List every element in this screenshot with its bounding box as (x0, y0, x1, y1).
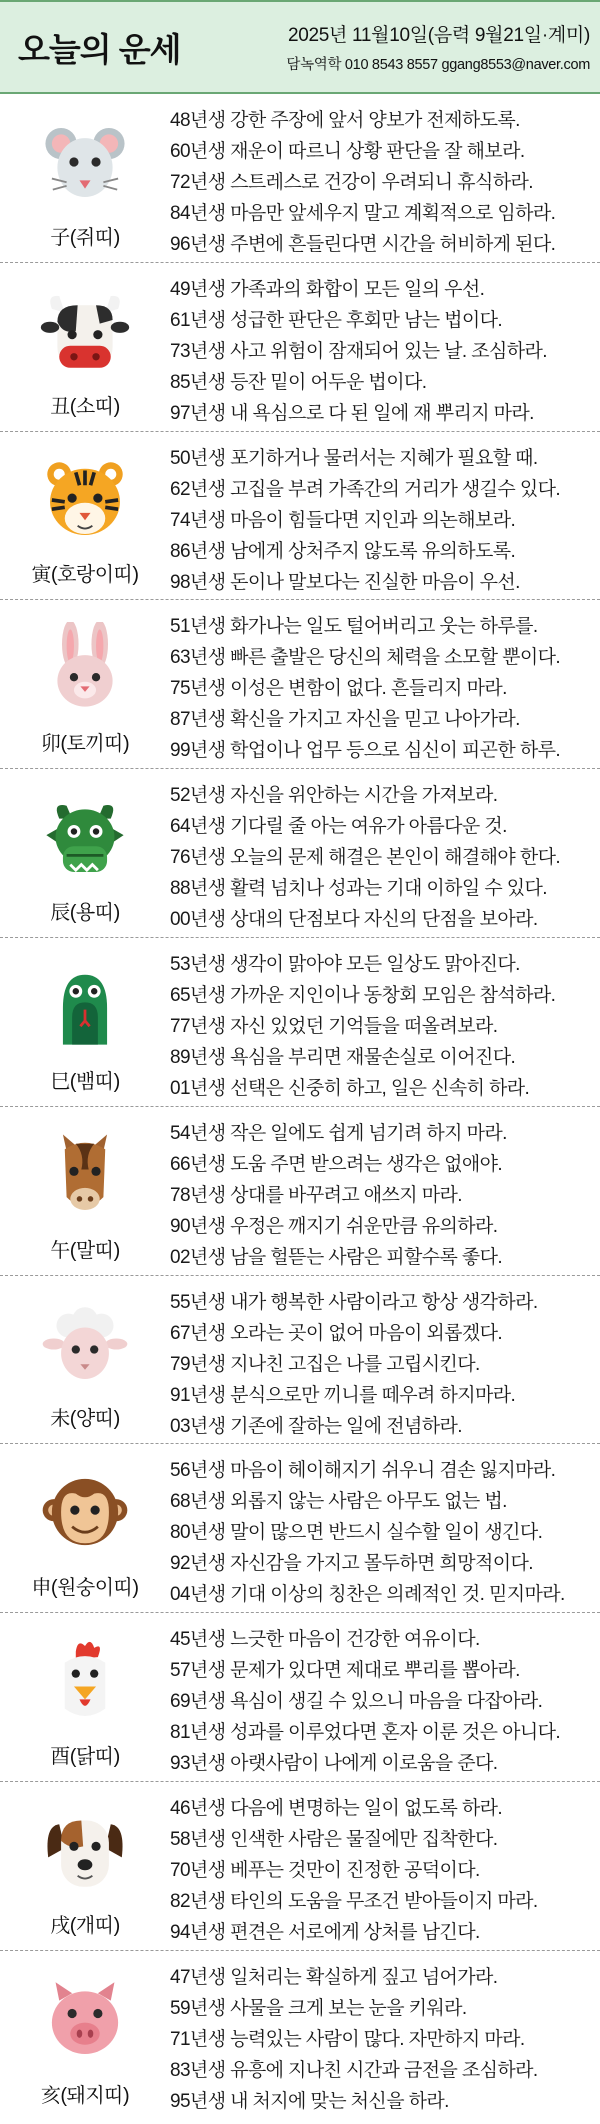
fortune-line: 65년생 가까운 지인이나 동창회 모임은 참석하라. (170, 984, 556, 1006)
fortune-lines (170, 1951, 600, 2120)
header-info (286, 20, 590, 74)
fortune-lines (170, 432, 600, 600)
fortune-line: 54년생 작은 일에도 쉽게 넘기려 하지 마라. (170, 1122, 507, 1144)
zodiac-row (0, 1613, 600, 1782)
zodiac-side (0, 600, 170, 768)
fortune-line: 64년생 기다릴 줄 아는 여유가 아름다운 것. (170, 816, 507, 838)
fortune-line: 74년생 마음이 힘들다면 지인과 의논해보라. (170, 509, 516, 531)
zodiac-label: 辰(용띠) (50, 901, 120, 924)
zodiac-side (0, 94, 170, 262)
tiger-icon (39, 454, 131, 546)
fortune-line: 86년생 남에게 상처주지 않도록 유의하도록. (170, 540, 516, 562)
fortune-lines (170, 1107, 600, 1275)
zodiac-label: 戌(개띠) (50, 1914, 120, 1937)
dog-icon (39, 1804, 131, 1896)
fortune-line: 80년생 말이 많으면 반드시 실수할 일이 생긴다. (170, 1522, 543, 1544)
zodiac-row (0, 94, 600, 263)
fortune-line: 50년생 포기하거나 물러서는 지혜가 필요할 때. (170, 447, 538, 469)
zodiac-side (0, 432, 170, 600)
fortune-line: 48년생 강한 주장에 앞서 양보가 전제하도록. (170, 110, 520, 131)
fortune-line: 93년생 아랫사람이 나에게 이로움을 준다. (170, 1753, 498, 1775)
zodiac-side (0, 938, 170, 1106)
fortune-line: 45년생 느긋한 마음이 건강한 여유이다. (170, 1629, 480, 1651)
dragon-icon (39, 791, 131, 883)
fortune-lines (170, 600, 600, 768)
fortune-line: 62년생 고집을 부려 가족간의 거리가 생길수 있다. (170, 478, 561, 500)
rooster-icon (39, 1635, 131, 1727)
fortune-line: 75년생 이성은 변함이 없다. 흔들리지 마라. (170, 678, 507, 700)
zodiac-label: 子(쥐띠) (50, 226, 120, 249)
monkey-icon (39, 1466, 131, 1558)
zodiac-row (0, 1782, 600, 1951)
fortune-line: 94년생 편견은 서로에게 상처를 남긴다. (170, 1921, 480, 1943)
fortune-line: 81년생 성과를 이루었다면 혼자 이룬 것은 아니다. (170, 1722, 561, 1744)
zodiac-row (0, 432, 600, 601)
zodiac-side (0, 1951, 170, 2120)
fortune-line: 58년생 인색한 사람은 물질에만 집착한다. (170, 1828, 498, 1850)
fortune-line: 82년생 타인의 도움을 무조건 받아들이지 마라. (170, 1890, 538, 1912)
zodiac-label: 酉(닭띠) (50, 1745, 120, 1768)
fortune-line: 52년생 자신을 위안하는 시간을 가져보라. (170, 785, 498, 807)
ox-icon (39, 285, 131, 377)
pig-icon (39, 1973, 131, 2065)
zodiac-side (0, 263, 170, 431)
fortune-line: 95년생 내 처지에 맞는 처신을 하라. (170, 2090, 449, 2112)
zodiac-label: 寅(호랑이띠) (31, 564, 139, 587)
fortune-line: 59년생 사물을 크게 보는 눈을 키워라. (170, 1997, 467, 2019)
fortune-line: 92년생 자신감을 가지고 몰두하면 희망적이다. (170, 1553, 533, 1575)
header (0, 0, 600, 94)
zodiac-row (0, 1276, 600, 1445)
fortune-line: 00년생 상대의 단점보다 자신의 단점을 보아라. (170, 909, 538, 931)
fortune-lines (170, 1613, 600, 1781)
zodiac-side (0, 1107, 170, 1275)
fortune-line: 53년생 생각이 맑아야 모든 일상도 맑아진다. (170, 953, 520, 975)
fortune-lines (170, 263, 600, 431)
zodiac-label: 丑(소띠) (50, 395, 120, 418)
zodiac-row (0, 600, 600, 769)
fortune-line: 68년생 외롭지 않는 사람은 아무도 없는 법. (170, 1491, 507, 1513)
zodiac-label: 申(원숭이띠) (31, 1577, 139, 1600)
fortune-line: 77년생 자신 있었던 기억들을 떠올려보라. (170, 1015, 498, 1037)
contact-text: 담녹역학 010 8543 8557 ggang8553@naver.com (286, 57, 590, 73)
zodiac-row (0, 769, 600, 938)
fortune-line: 73년생 사고 위험이 잠재되어 있는 날. 조심하라. (170, 340, 547, 362)
zodiac-side (0, 1613, 170, 1781)
fortune-lines (170, 1782, 600, 1950)
fortune-line: 63년생 빠른 출발은 당신의 체력을 소모할 뿐이다. (170, 647, 561, 669)
snake-icon (39, 960, 131, 1052)
fortune-line: 96년생 주변에 흔들린다면 시간을 허비하게 된다. (170, 234, 556, 255)
fortune-line: 87년생 확신을 가지고 자신을 믿고 나아가라. (170, 709, 520, 731)
zodiac-side (0, 1276, 170, 1444)
fortune-line: 57년생 문제가 있다면 제대로 뿌리를 뽑아라. (170, 1660, 520, 1682)
horse-icon (39, 1129, 131, 1221)
sheep-icon (39, 1298, 131, 1390)
zodiac-label: 巳(뱀띠) (50, 1070, 120, 1093)
zodiac-label: 未(양띠) (50, 1408, 120, 1431)
zodiac-side (0, 1782, 170, 1950)
fortune-line: 88년생 활력 넘치나 성과는 기대 이하일 수 있다. (170, 878, 547, 900)
zodiac-side (0, 769, 170, 937)
fortune-lines (170, 769, 600, 937)
rat-icon (39, 116, 131, 208)
fortune-line: 84년생 마음만 앞세우지 말고 계획적으로 임하라. (170, 203, 556, 224)
fortune-lines (170, 1444, 600, 1612)
fortune-line: 02년생 남을 헐뜯는 사람은 피할수록 좋다. (170, 1246, 503, 1268)
fortune-line: 78년생 상대를 바꾸려고 애쓰지 마라. (170, 1184, 462, 1206)
fortune-line: 83년생 유흥에 지나친 시간과 금전을 조심하라. (170, 2059, 538, 2081)
fortune-line: 70년생 베푸는 것만이 진정한 공덕이다. (170, 1859, 480, 1881)
fortune-line: 90년생 우정은 깨지기 쉬운만큼 유의하라. (170, 1215, 498, 1237)
fortune-line: 71년생 능력있는 사람이 많다. 자만하지 마라. (170, 2028, 525, 2050)
fortune-line: 46년생 다음에 변명하는 일이 없도록 하라. (170, 1797, 503, 1819)
fortune-lines (170, 938, 600, 1106)
zodiac-list (0, 94, 600, 2120)
fortune-line: 69년생 욕심이 생길 수 있으니 마음을 다잡아라. (170, 1691, 543, 1713)
fortune-line: 56년생 마음이 헤이해지기 쉬우니 겸손 잃지마라. (170, 1460, 556, 1482)
fortune-line: 01년생 선택은 신중히 하고, 일은 신속히 하라. (170, 1077, 530, 1099)
page-title: 오늘의 운세 (18, 30, 181, 68)
date-text: 2025년 11월10일(음력 9월21일·계미) (287, 25, 590, 46)
fortune-line: 79년생 지나친 고집은 나를 고립시킨다. (170, 1353, 480, 1375)
fortune-line: 91년생 분식으로만 끼니를 떼우려 하지마라. (170, 1384, 516, 1406)
fortune-line: 47년생 일처리는 확실하게 짚고 넘어가라. (170, 1966, 498, 1988)
fortune-line: 51년생 화가나는 일도 털어버리고 웃는 하루를. (170, 616, 538, 638)
zodiac-row (0, 938, 600, 1107)
rabbit-icon (39, 622, 131, 714)
fortune-line: 55년생 내가 행복한 사람이라고 항상 생각하라. (170, 1291, 538, 1313)
zodiac-label: 午(말띠) (50, 1239, 120, 1262)
fortune-line: 98년생 돈이나 말보다는 진실한 마음이 우선. (170, 571, 520, 593)
fortune-line: 49년생 가족과의 화합이 모든 일의 우선. (170, 278, 485, 300)
fortune-line: 85년생 등잔 밑이 어두운 법이다. (170, 371, 427, 393)
zodiac-label: 亥(돼지띠) (40, 2084, 130, 2107)
fortune-line: 61년생 성급한 판단은 후회만 남는 법이다. (170, 309, 503, 331)
fortune-line: 72년생 스트레스로 건강이 우려되니 휴식하라. (170, 172, 533, 193)
zodiac-row (0, 1951, 600, 2120)
fortune-lines (170, 94, 600, 262)
fortune-lines (170, 1276, 600, 1444)
fortune-line: 60년생 재운이 따르니 상황 판단을 잘 해보라. (170, 141, 525, 162)
fortune-line: 04년생 기대 이상의 칭찬은 의례적인 것. 믿지마라. (170, 1584, 565, 1606)
fortune-line: 76년생 오늘의 문제 해결은 본인이 해결해야 한다. (170, 847, 561, 869)
zodiac-row (0, 1444, 600, 1613)
zodiac-label: 卯(토끼띠) (40, 733, 130, 756)
zodiac-row (0, 263, 600, 432)
fortune-line: 66년생 도움 주면 받으려는 생각은 없애야. (170, 1153, 503, 1175)
zodiac-row (0, 1107, 600, 1276)
fortune-line: 89년생 욕심을 부리면 재물손실로 이어진다. (170, 1046, 516, 1068)
fortune-line: 67년생 오라는 곳이 없어 마음이 외롭겠다. (170, 1322, 503, 1344)
fortune-line: 99년생 학업이나 업무 등으로 심신이 피곤한 하루. (170, 740, 561, 762)
zodiac-side (0, 1444, 170, 1612)
fortune-line: 97년생 내 욕심으로 다 된 일에 재 뿌리지 마라. (170, 402, 534, 424)
fortune-line: 03년생 기존에 잘하는 일에 전념하라. (170, 1415, 462, 1437)
